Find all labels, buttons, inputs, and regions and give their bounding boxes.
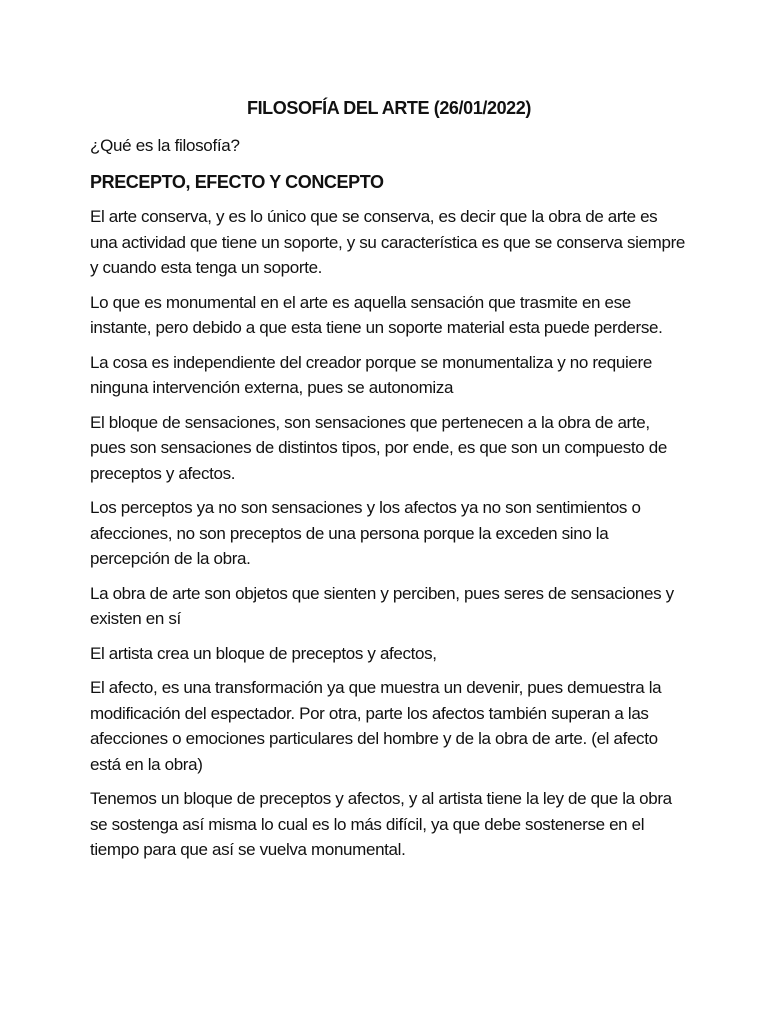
- document-content: [90, 96, 688, 872]
- paragraph-4: El bloque de sensaciones, son sensaciones que pertenecen a la obra de arte, pues son sensaciones de distintos tipos, por ende, es que son un compuesto de preceptos y afectos.: [90, 412, 667, 483]
- paragraph-1: El arte conserva, y es lo único que se conserva, es decir que la obra de arte es una actividad que tiene un soporte, y su característica es que se conserva siempre y cuando esta tenga un soporte.: [90, 207, 685, 277]
- paragraph-3: La cosa es independiente del creador porque se monumentaliza y no requiere ninguna intervención externa, pues se autonomiza: [90, 352, 652, 397]
- section-heading: PRECEPTO, EFECTO Y CONCEPTO: [90, 172, 384, 192]
- paragraph-8: El afecto, es una transformación ya que muestra un devenir, pues demuestra la modificación del espectador. Por otra, parte los afectos también superan a las afecciones o emociones particulares del hombre y de la obra de arte. (el afecto está en la obra): [90, 678, 662, 774]
- paragraph-5: Los perceptos ya no son sensaciones y los afectos ya no son sentimientos o afecciones, no son preceptos de una persona porque la exceden sino la percepción de la obra.: [90, 498, 641, 568]
- question-line: ¿Qué es la filosofía?: [90, 136, 240, 155]
- paragraph-6: La obra de arte son objetos que sienten y perciben, pues seres de sensaciones y existen en sí: [90, 583, 674, 628]
- paragraph-2: Lo que es monumental en el arte es aquella sensación que trasmite en ese instante, pero debido a que esta tiene un soporte material esta puede perderse.: [90, 292, 663, 337]
- document-title: FILOSOFÍA DEL ARTE (26/01/2022): [246, 98, 531, 118]
- paragraph-7: El artista crea un bloque de preceptos y afectos,: [90, 643, 437, 663]
- paragraph-9: Tenemos un bloque de preceptos y afectos, y al artista tiene la ley de que la obra se sostenga así misma lo cual es lo más difícil, ya que debe sostenerse en el tiempo para que así se vuelva monumental.: [90, 789, 672, 859]
